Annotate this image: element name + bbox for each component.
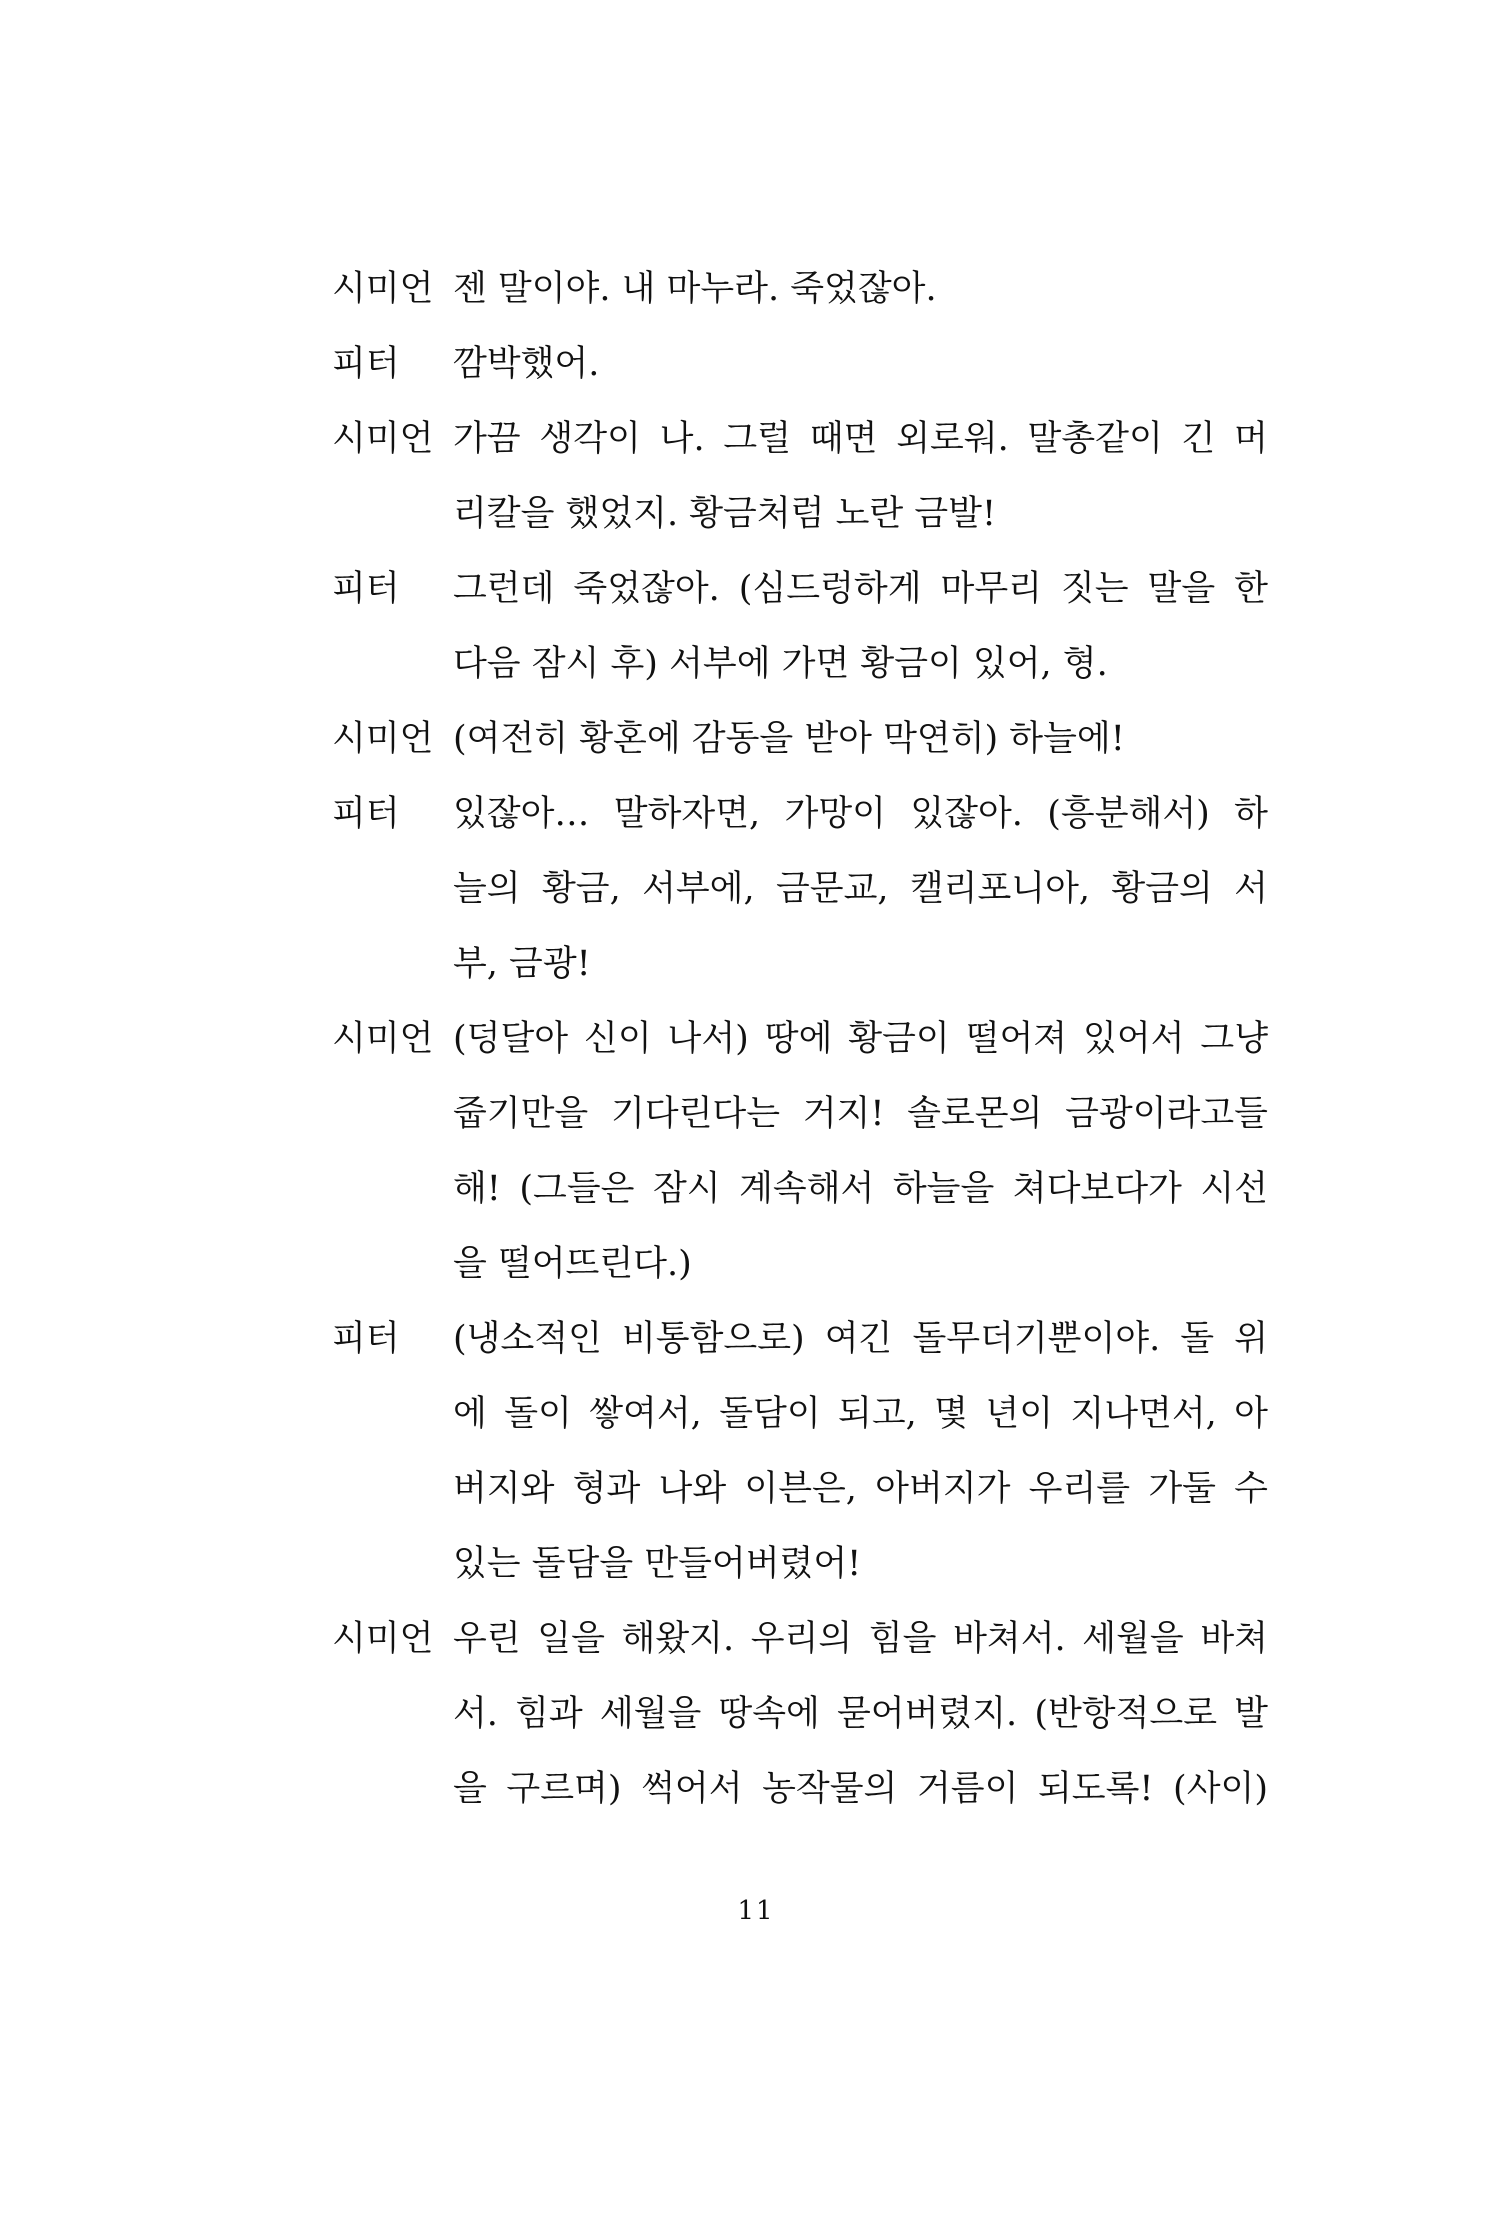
speaker-name: 시미언 — [332, 419, 434, 459]
speaker-name: 피터 — [332, 569, 400, 609]
dialogue-line: 우린 일을 해왔지. 우리의 힘을 바쳐서. 세월을 바쳐 — [453, 1619, 1268, 1659]
dialogue-entry — [332, 1302, 1268, 1602]
dialogue-line: 서. 힘과 세월을 땅속에 묻어버렸지. (반항적으로 발 — [453, 1694, 1268, 1734]
page-number: 11 — [737, 1896, 775, 1926]
dialogue-text — [453, 1602, 1268, 1827]
dialogue-entry — [332, 552, 1268, 702]
dialogue-line: 해! (그들은 잠시 계속해서 하늘을 쳐다보다가 시선 — [453, 1169, 1268, 1209]
dialogue-entry — [332, 777, 1268, 1002]
dialogue-text — [453, 1302, 1268, 1602]
dialogue-line: (덩달아 신이 나서) 땅에 황금이 떨어져 있어서 그냥 — [453, 1019, 1268, 1059]
dialogue-line: 다음 잠시 후) 서부에 가면 황금이 있어, 형. — [453, 644, 1108, 684]
dialogue-line: 늘의 황금, 서부에, 금문교, 캘리포니아, 황금의 서 — [453, 869, 1268, 909]
speaker-name: 피터 — [332, 1319, 400, 1359]
dialogue-line: 젠 말이야. 내 마누라. 죽었잖아. — [453, 269, 937, 309]
dialogue-line: 리칼을 했었지. 황금처럼 노란 금발! — [453, 494, 997, 534]
dialogue-text — [453, 702, 1268, 777]
dialogue-line: 그런데 죽었잖아. (심드렁하게 마무리 짓는 말을 한 — [453, 569, 1268, 609]
dialogue-text — [453, 777, 1268, 1002]
speaker-name: 피터 — [332, 344, 400, 384]
dialogue-line: (냉소적인 비통함으로) 여긴 돌무더기뿐이야. 돌 위 — [453, 1319, 1268, 1359]
dialogue-line: 있잖아… 말하자면, 가망이 있잖아. (흥분해서) 하 — [453, 794, 1268, 834]
dialogue-entry — [332, 402, 1268, 552]
dialogue-entry — [332, 702, 1268, 777]
dialogue-entry — [332, 327, 1268, 402]
dialogue-line: 줍기만을 기다린다는 거지! 솔로몬의 금광이라고들 — [453, 1094, 1268, 1134]
speaker-name: 시미언 — [332, 1019, 434, 1059]
speaker-name: 피터 — [332, 794, 400, 834]
dialogue-entry — [332, 252, 1268, 327]
dialogue-line: 가끔 생각이 나. 그럴 때면 외로워. 말총같이 긴 머 — [453, 419, 1268, 459]
dialogue-line: 있는 돌담을 만들어버렸어! — [453, 1544, 862, 1584]
dialogue-line: 깜박했어. — [453, 344, 600, 384]
dialogue-text — [453, 402, 1268, 552]
dialogue-text — [453, 1002, 1268, 1302]
dialogue-text — [453, 327, 1268, 402]
speaker-name: 시미언 — [332, 1619, 434, 1659]
dialogue-line: 에 돌이 쌓여서, 돌담이 되고, 몇 년이 지나면서, 아 — [453, 1394, 1268, 1434]
dialogue-line: 부, 금광! — [453, 944, 591, 984]
dialogue-entry — [332, 1602, 1268, 1827]
speaker-name: 시미언 — [332, 719, 434, 759]
dialogue-line: 을 떨어뜨린다.) — [453, 1244, 692, 1284]
speaker-name: 시미언 — [332, 269, 434, 309]
dialogue-line: (여전히 황혼에 감동을 받아 막연히) 하늘에! — [453, 719, 1125, 759]
play-script — [332, 252, 1268, 1827]
dialogue-text — [453, 252, 1268, 327]
dialogue-line: 을 구르며) 썩어서 농작물의 거름이 되도록! (사이) — [453, 1769, 1268, 1809]
dialogue-line: 버지와 형과 나와 이븐은, 아버지가 우리를 가둘 수 — [453, 1469, 1268, 1509]
dialogue-text — [453, 552, 1268, 702]
dialogue-entry — [332, 1002, 1268, 1302]
